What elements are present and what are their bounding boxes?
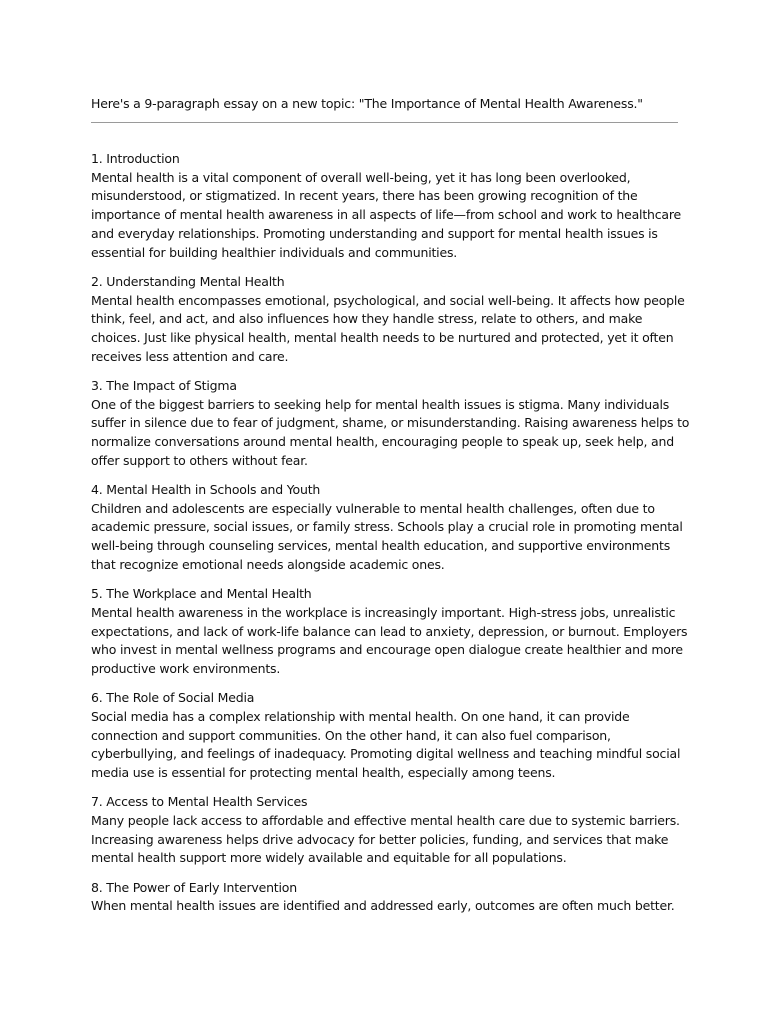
section-body: Children and adolescents are especially vulnerable to mental health challenges, often due to academic pressure, social issues, or family stress. Schools play a crucial role in promoting mental well-being through counseling services, mental health education, and supportive environments that recognize emotional needs alongside academic ones. bbox=[91, 500, 683, 572]
essay-section-7 bbox=[91, 793, 691, 868]
section-body: Many people lack access to affordable and effective mental health care due to systemic barriers. Increasing awareness helps drive advocacy for better policies, funding, and services that make mental health support more widely available and equitable for all populations. bbox=[91, 813, 680, 866]
section-body: Mental health awareness in the workplace is increasingly important. High-stress jobs, unrealistic expectations, and lack of work-life balance can lead to anxiety, depression, or burnout. Employers who invest in mental wellness programs and encourage open dialogue create healthier and more productive work environments. bbox=[91, 604, 688, 676]
section-title: 4. Mental Health in Schools and Youth bbox=[91, 482, 321, 498]
section-body: Mental health is a vital component of overall well-being, yet it has long been overlooked, misunderstood, or stigmatized. In recent years, there has been growing recognition of the importance of mental health awareness in all aspects of life—from school and work to healthcare and everyday relationships. Promoting understanding and support for mental health issues is essential for building healthier individuals and communities. bbox=[91, 169, 682, 260]
section-title: 7. Access to Mental Health Services bbox=[91, 794, 308, 810]
essay-section-1 bbox=[91, 150, 691, 262]
section-title: 5. The Workplace and Mental Health bbox=[91, 586, 312, 602]
essay-section-5 bbox=[91, 585, 691, 679]
essay-section-3 bbox=[91, 377, 691, 471]
intro-line: Here's a 9-paragraph essay on a new topic: "The Importance of Mental Health Awareness." bbox=[91, 96, 643, 111]
essay-section-2 bbox=[91, 273, 691, 367]
section-title: 8. The Power of Early Intervention bbox=[91, 879, 297, 895]
essay-section-4 bbox=[91, 481, 691, 575]
essay-section-8 bbox=[91, 879, 691, 916]
section-body: One of the biggest barriers to seeking help for mental health issues is stigma. Many individuals suffer in silence due to fear of judgment, shame, or misunderstanding. Raising awareness helps to normalize conversations around mental health, encouraging people to speak up, seek help, and offer support to others without fear. bbox=[91, 396, 690, 468]
section-body: Social media has a complex relationship with mental health. On one hand, it can provide connection and support communities. On the other hand, it can also fuel comparison, cyberbullying, and feelings of inadequacy. Promoting digital wellness and teaching mindful social media use is essential for protecting mental health, especially among teens. bbox=[91, 708, 681, 781]
section-title: 2. Understanding Mental Health bbox=[91, 273, 285, 289]
section-body: Mental health encompasses emotional, psychological, and social well-being. It affects how people think, feel, and act, and also influences how they handle stress, relate to others, and make choices. Just like physical health, mental health needs to be nurtured and protected, yet it often receives less attention and care. bbox=[91, 292, 685, 364]
section-title: 6. The Role of Social Media bbox=[91, 690, 255, 706]
section-title: 1. Introduction bbox=[91, 151, 180, 166]
section-title: 3. The Impact of Stigma bbox=[91, 377, 237, 393]
essay-section-6 bbox=[91, 689, 691, 783]
essay-content bbox=[91, 150, 691, 927]
horizontal-rule bbox=[91, 122, 678, 123]
section-body: When mental health issues are identified and addressed early, outcomes are often much better. bbox=[91, 898, 675, 914]
